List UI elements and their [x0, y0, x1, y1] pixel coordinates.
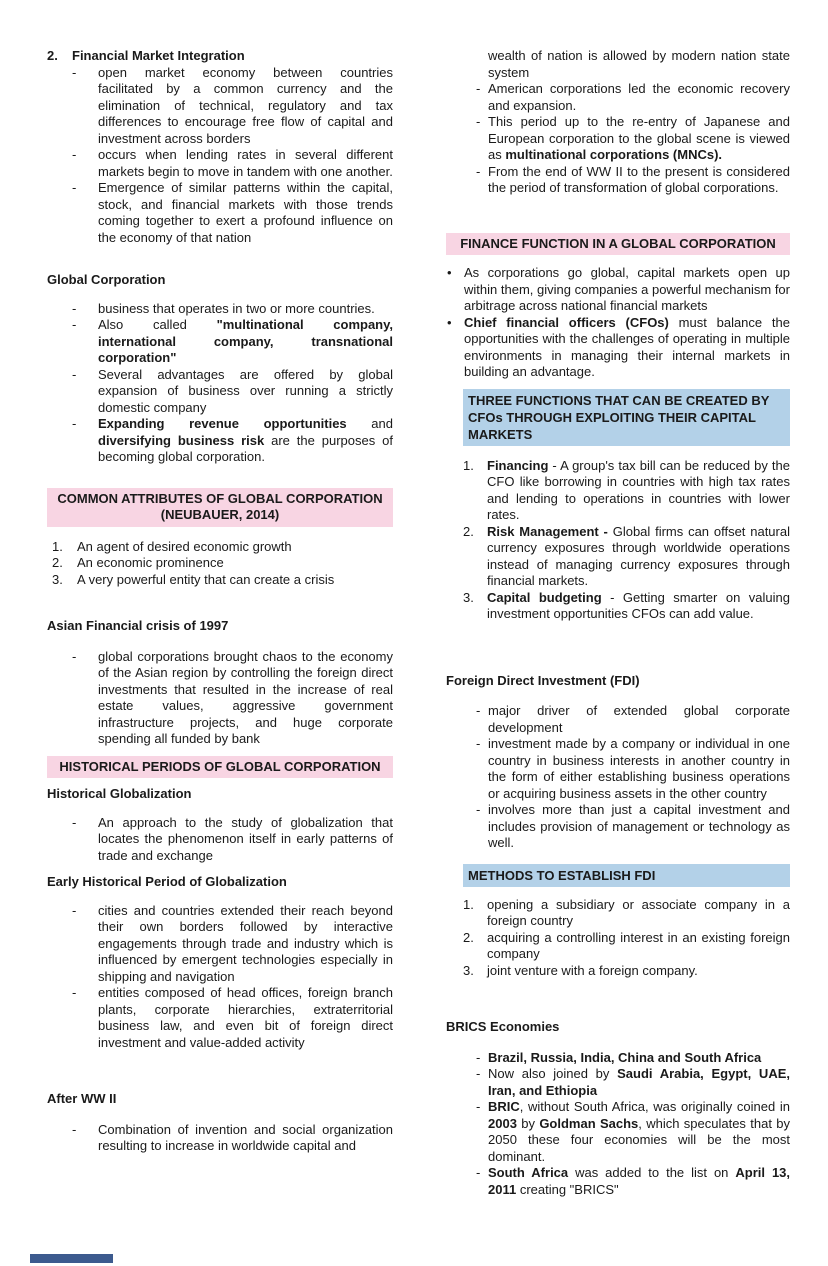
spacer [47, 1051, 393, 1091]
list-item [72, 649, 393, 748]
list-item [72, 903, 393, 986]
list-item [476, 114, 790, 164]
dash-list [72, 815, 393, 865]
list-item-text: Several advantages are offered by global expansion of business over running a strictly domestic company [98, 366, 393, 415]
dash-list [476, 1050, 790, 1199]
list-marker: - [476, 802, 481, 817]
list-item-text: Capital budgeting - Getting smarter on valuing investment opportunities CFOs can add value. [487, 589, 790, 621]
list-item-text: major driver of extended global corporate development [488, 703, 790, 735]
list-marker: 1. [52, 538, 63, 554]
list-item [72, 301, 393, 318]
list-marker: 2. [463, 929, 474, 945]
list-item-text: open market economy between countries facilitated by a common currency and the elimination of technical, regulatory and tax differences to encourage free flow of capital and investment across borders [98, 64, 393, 146]
list-marker: - [476, 163, 481, 179]
list-item [447, 265, 790, 315]
dash-list [72, 649, 393, 748]
spacer [47, 891, 393, 903]
list-item [72, 985, 393, 1051]
list-item-text: Emergence of similar patterns within the capital, stock, and financial markets with those trends coming together to exert a profound influence on the economy of that nation [98, 180, 393, 245]
list-marker: - [476, 81, 481, 96]
list-item-text: Risk Management - Global firms can offset natural currency exposures through worldwide operations instead of managing currency exposures through financial markets. [487, 523, 790, 588]
list-marker: - [72, 902, 77, 918]
list-item-text: From the end of WW II to the present is considered the period of transformation of global corporations. [488, 163, 790, 195]
spacer [47, 466, 393, 488]
spacer [446, 381, 790, 389]
list-item-text: As corporations go global, capital markets open up within them, giving companies a powerful mechanism for arbitrage across national financial markets [464, 265, 790, 313]
spacer [47, 803, 393, 815]
dash-list [72, 1122, 393, 1155]
list-marker: - [72, 180, 77, 195]
list-item [72, 65, 393, 148]
blue-highlight-heading: METHODS TO ESTABLISH FDI [463, 864, 790, 887]
list-item-text: Also called "multinational company, international company, transnational corporation" [98, 317, 393, 365]
list-item-text: South Africa was added to the list on April 13, 2011 creating "BRICS" [488, 1165, 791, 1197]
list-item-text: entities composed of head offices, foreign branch plants, corporate hierarchies, extraterritorial business law, and even bit of foreign direct investment and value-added activity [98, 985, 393, 1050]
spacer [446, 255, 790, 265]
list-item [463, 897, 790, 930]
list-item [476, 81, 790, 114]
numbered-section-heading [47, 48, 393, 65]
spacer [47, 588, 393, 618]
section-heading-text: Financial Market Integration [72, 48, 245, 63]
spacer [446, 1036, 790, 1050]
list-item-text: An economic prominence [77, 555, 224, 570]
list-item-text: American corporations led the economic recovery and expansion. [488, 81, 790, 113]
right-column [446, 48, 790, 1198]
list-item-text: A very powerful entity that can create a crisis [77, 571, 335, 587]
list-marker: 2. [52, 555, 63, 570]
list-marker: - [72, 416, 77, 431]
spacer [446, 852, 790, 864]
list-marker: - [476, 1099, 481, 1114]
spacer [446, 623, 790, 673]
spacer [446, 887, 790, 897]
pink-highlight-heading: COMMON ATTRIBUTES OF GLOBAL CORPORATION (NEUBAUER, 2014) [47, 488, 393, 527]
section-heading: Global Corporation [47, 272, 166, 287]
list-marker: 2. [463, 523, 474, 539]
list-marker: - [476, 703, 481, 718]
list-item-text: An agent of desired economic growth [77, 538, 292, 554]
next-section-highlight-sliver [30, 1254, 113, 1263]
list-item [476, 1050, 790, 1067]
section-number: 2. [47, 48, 58, 63]
list-item [72, 815, 393, 865]
list-marker: - [72, 1121, 77, 1137]
list-item [476, 164, 790, 197]
list-marker: - [476, 1049, 481, 1065]
list-item [447, 315, 790, 381]
list-item-text: Financing - A group's tax bill can be reduced by the CFO like borrowing in countries with high tax rates and lending to operations in countries with lower rates. [487, 457, 790, 522]
list-item [72, 1122, 393, 1155]
list-item [463, 458, 790, 524]
list-marker: - [72, 366, 77, 382]
dash-list [476, 81, 790, 197]
list-marker: • [447, 265, 452, 280]
section-heading: Early Historical Period of Globalization [47, 874, 287, 889]
list-item [463, 930, 790, 963]
list-marker: - [476, 114, 481, 129]
section-heading: After WW II [47, 1091, 117, 1106]
spacer [47, 635, 393, 649]
spacer [446, 197, 790, 233]
list-item-text: acquiring a controlling interest in an existing foreign company [487, 929, 790, 961]
list-marker: - [476, 1066, 481, 1081]
spacer [47, 289, 393, 301]
list-marker: 1. [463, 457, 474, 473]
spacer [47, 527, 393, 539]
list-item [476, 1099, 790, 1165]
list-marker: • [447, 314, 452, 330]
list-item-text: Combination of invention and social organization resulting to increase in worldwide capital and [98, 1121, 393, 1153]
section-heading: Asian Financial crisis of 1997 [47, 618, 229, 633]
spacer [47, 864, 393, 874]
list-item-text: opening a subsidiary or associate company in a foreign country [487, 896, 790, 928]
list-item-text: BRIC, without South Africa, was originally coined in 2003 by Goldman Sachs, which speculates that by 2050 these four economies will be the most dominant. [488, 1099, 790, 1164]
list-item [72, 147, 393, 180]
list-item [476, 1066, 790, 1099]
list-item-text: cities and countries extended their reach beyond their own borders followed by interactive engagements through trade and industry which is influenced by emergent technologies especially in shipping and navigation [98, 902, 393, 984]
list-marker: - [72, 300, 77, 316]
list-marker: - [72, 985, 77, 1000]
list-marker: 3. [463, 589, 474, 605]
number-list [463, 458, 790, 623]
list-marker: - [72, 147, 77, 162]
list-item-text: Chief financial officers (CFOs) must balance the opportunities with the challenges of operating in multiple environments in managing their internal markets in building an advantage. [464, 314, 790, 379]
list-item [52, 572, 393, 589]
spacer [47, 1108, 393, 1122]
list-marker: - [476, 1165, 481, 1180]
number-list [52, 539, 393, 589]
list-item [72, 180, 393, 246]
section-heading: Historical Globalization [47, 786, 192, 801]
list-item-text: business that operates in two or more countries. [98, 300, 375, 316]
section-heading: Foreign Direct Investment (FDI) [446, 672, 640, 688]
dash-list [72, 65, 393, 247]
list-item [463, 590, 790, 623]
list-marker: - [72, 64, 77, 80]
continuation-paragraph: wealth of nation is allowed by modern nation state system [488, 48, 790, 80]
list-item [476, 1165, 790, 1198]
list-item [72, 416, 393, 466]
list-item [476, 736, 790, 802]
list-marker: - [72, 317, 77, 332]
spacer [47, 246, 393, 272]
list-item [72, 317, 393, 367]
list-item [72, 367, 393, 417]
list-item [52, 539, 393, 556]
list-marker: - [476, 736, 481, 751]
list-item-text: Brazil, Russia, India, China and South Africa [488, 1049, 762, 1065]
section-heading: BRICS Economies [446, 1019, 560, 1034]
list-item [476, 703, 790, 736]
spacer [446, 689, 790, 703]
list-marker: 3. [463, 962, 474, 978]
pink-highlight-heading: HISTORICAL PERIODS OF GLOBAL CORPORATION [47, 756, 393, 779]
list-item [463, 524, 790, 590]
list-item [476, 802, 790, 852]
list-item-text: involves more than just a capital investment and includes provision of management or technology as well. [488, 802, 790, 850]
list-item [463, 963, 790, 980]
list-item-text: An approach to the study of globalization that locates the phenomenon itself in early patterns of trade and exchange [98, 814, 393, 863]
left-column [47, 48, 393, 1198]
spacer [446, 979, 790, 1019]
list-marker: 1. [463, 896, 474, 912]
list-item-text: global corporations brought chaos to the economy of the Asian region by controlling the foreign direct investments that resulted in the increase of real estate values, aggressive government infrastructure projects, and huge corporate spending all funded by bank [98, 648, 393, 746]
list-marker: 3. [52, 571, 63, 587]
list-item-text: Expanding revenue opportunities and diversifying business risk are the purposes of becoming global corporation. [98, 416, 393, 464]
pink-highlight-heading: FINANCE FUNCTION IN A GLOBAL CORPORATION [446, 233, 790, 256]
number-list [463, 897, 790, 980]
list-item [52, 555, 393, 572]
spacer [446, 446, 790, 458]
list-marker: - [72, 648, 77, 664]
blue-highlight-heading: THREE FUNCTIONS THAT CAN BE CREATED BY CFOs THROUGH EXPLOITING THEIR CAPITAL MARKETS [463, 389, 790, 446]
spacer [47, 778, 393, 786]
dash-list [476, 703, 790, 852]
list-item-text: Now also joined by Saudi Arabia, Egypt, UAE, Iran, and Ethiopia [488, 1066, 790, 1098]
list-item-text: joint venture with a foreign company. [487, 962, 698, 978]
dash-list [72, 903, 393, 1052]
dash-list [72, 301, 393, 466]
spacer [47, 748, 393, 756]
list-item-text: occurs when lending rates in several different markets begin to move in tandem with one another. [98, 147, 393, 179]
list-item-text: investment made by a company or individual in one country in business interests in another country in the form of either establishing business operations or acquiring business assets in the other country [488, 736, 790, 801]
list-item-text: This period up to the re-entry of Japanese and European corporation to the global scene is viewed as multinational corporations (MNCs). [488, 114, 790, 162]
bullet-list [447, 265, 790, 381]
list-marker: - [72, 814, 77, 830]
